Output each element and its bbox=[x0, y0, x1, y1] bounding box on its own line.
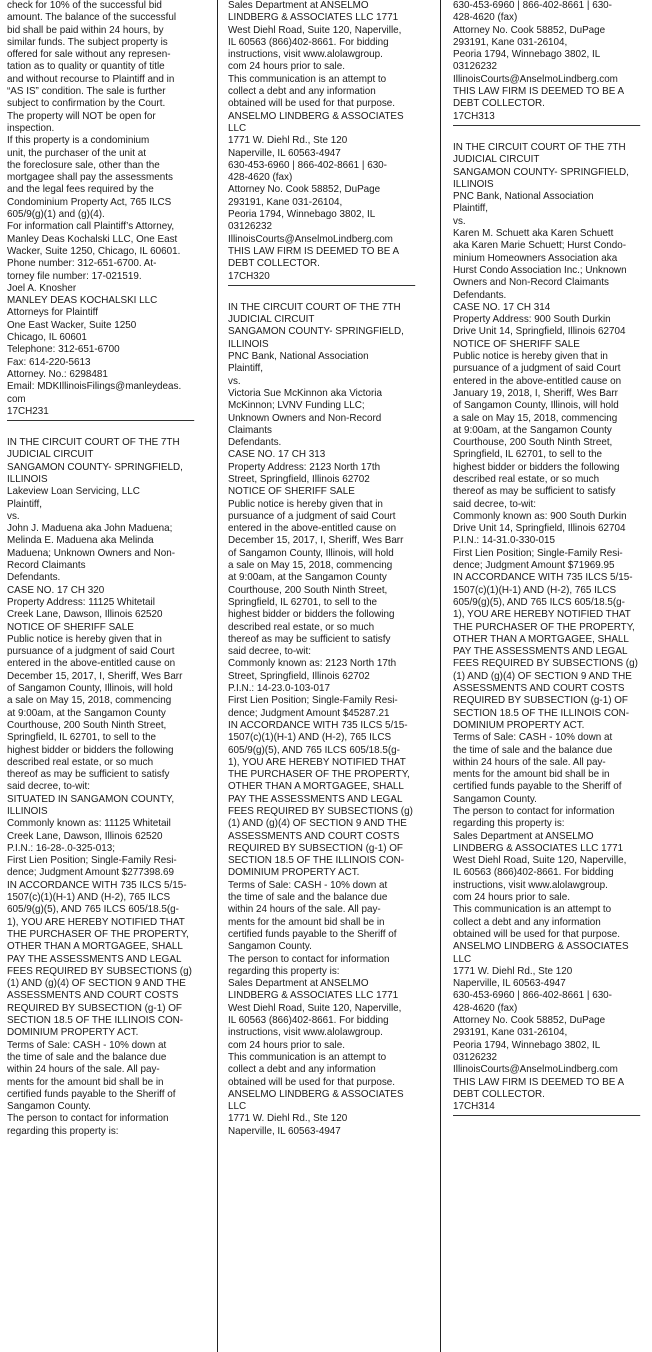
notice-text-line: of Sangamon County, Illinois, will hold bbox=[453, 400, 619, 412]
notice-text-line: West Diehl Road, Suite 120, Naperville, bbox=[453, 855, 627, 867]
notice-text-line: collect a debt and any information bbox=[228, 86, 376, 98]
notice-text-line: Peoria 1794, Winnebago 3802, IL bbox=[453, 49, 601, 61]
notice-text-line: Terms of Sale: CASH - 10% down at bbox=[228, 879, 388, 891]
notice-text-line: Plaintiff, bbox=[228, 363, 263, 375]
notice-text-line: Drive Unit 14, Springfield, Illinois 62704 bbox=[453, 326, 626, 338]
notice-text-line: SANGAMON COUNTY- SPRINGFIELD, bbox=[7, 461, 183, 473]
notice-text-line: described real estate, or so much bbox=[7, 756, 154, 768]
notice-text-line: thereof as may be sufficient to satisfy bbox=[228, 633, 391, 645]
notice-text-line: REQUIRED BY SUBSECTION (g-1) OF bbox=[7, 1002, 182, 1014]
notice-text-line: amount. The balance of the successful bbox=[7, 12, 177, 24]
notice-separator bbox=[453, 1115, 640, 1116]
notice-text-line: LLC bbox=[228, 1101, 247, 1113]
notice-text-line: Telephone: 312-651-6700 bbox=[7, 344, 120, 356]
notice-text-line: Melinda E. Maduena aka Melinda bbox=[7, 535, 154, 547]
notice-text-line: THE PURCHASER OF THE PROPERTY, bbox=[453, 621, 635, 633]
notice-text-line: Karen M. Schuett aka Karen Schuett bbox=[453, 228, 614, 240]
notice-text-line: P.I.N.: 16-28-.0-325-013; bbox=[7, 842, 116, 854]
notice-text-line: NOTICE OF SHERIFF SALE bbox=[228, 486, 355, 498]
notice-text-line: The person to contact for information bbox=[453, 806, 615, 817]
notice-text-line: aka Karen Marie Schuett; Hurst Condo- bbox=[453, 240, 627, 252]
notice-text-line: inspection. bbox=[7, 122, 55, 134]
notice-text-line: The person to contact for information bbox=[7, 1113, 169, 1125]
notice-text-line: com 24 hours prior to sale. bbox=[228, 61, 345, 73]
notice-text-line: entered in the above-entitled cause on bbox=[453, 375, 622, 387]
column-divider bbox=[440, 0, 441, 1352]
notice-text-line: Creek Lane, Dawson, Illinois 62520 bbox=[7, 830, 163, 842]
notice-text-line: First Lien Position; Single-Family Resi- bbox=[7, 855, 177, 867]
notice-text-line: 03126232 bbox=[453, 1051, 497, 1063]
notice-text-line: vs. bbox=[228, 375, 241, 387]
notice-text-line: JUDICIAL CIRCUIT bbox=[7, 449, 94, 461]
notice-text-line: pursuance of a judgment of said Court bbox=[228, 510, 396, 522]
notice-text-line: certified funds payable to the Sheriff of bbox=[453, 781, 622, 793]
notice-text-line: ments for the amount bid shall be in bbox=[7, 1076, 164, 1088]
notice-text-line: FEES REQUIRED BY SUBSECTIONS (g) bbox=[453, 658, 638, 670]
notice-text-line: 630-453-6960 | 866-402-8661 | 630- bbox=[453, 0, 612, 11]
notice-text-line: Public notice is hereby given that in bbox=[7, 633, 162, 645]
notice-text-line: ASSESSMENTS AND COURT COSTS bbox=[453, 683, 625, 695]
notice-text-line: pursuance of a judgment of said Court bbox=[7, 646, 175, 658]
notice-text-line: LINDBERG & ASSOCIATES LLC 1771 bbox=[228, 990, 399, 1002]
notice-text-line: Springfield, IL 62701, to sell to the bbox=[228, 596, 378, 608]
notice-text-line: highest bidder or bidders the following bbox=[453, 461, 620, 473]
notice-text-line: Courthouse, 200 South Ninth Street, bbox=[228, 584, 388, 596]
notice-text-line: IllinoisCourts@AnselmoLindberg.com bbox=[228, 233, 393, 245]
notice-text-line: The property will NOT be open for bbox=[7, 110, 156, 122]
notice-text-line: Maduena; Unknown Owners and Non- bbox=[7, 547, 176, 559]
notice-text-line: Peoria 1794, Winnebago 3802, IL bbox=[228, 209, 376, 221]
notice-text-line: DOMINIUM PROPERTY ACT. bbox=[228, 867, 360, 879]
notice-text-line: OTHER THAN A MORTGAGEE, SHALL bbox=[228, 781, 404, 793]
notice-text-line: IL 60563 (866)402-8661. For bidding bbox=[228, 1015, 389, 1027]
notice-text-line: Chicago, IL 60601 bbox=[7, 332, 87, 344]
notice-text-line: ILLINOIS bbox=[7, 806, 48, 817]
notice-text-line: Owners and Non-Record Claimants bbox=[453, 277, 609, 289]
notice-text-line: DEBT COLLECTOR. bbox=[453, 98, 545, 110]
notice-text-line: vs. bbox=[453, 215, 466, 227]
legal-notice bbox=[228, 302, 422, 1138]
notice-text-line: dence; Judgment Amount $71969.95 bbox=[453, 560, 615, 572]
notice-text-line: January 19, 2018, I, Sheriff, Wes Barr bbox=[453, 387, 618, 399]
notice-text-line: (1) AND (g)(4) OF SECTION 9 AND THE bbox=[228, 818, 407, 830]
notice-text-line: Public notice is hereby given that in bbox=[228, 498, 383, 510]
notice-text-line: IL 60563 (866)402-8661. For bidding bbox=[228, 36, 389, 48]
notice-text-line: Commonly known as: 2123 North 17th bbox=[228, 658, 397, 670]
notice-text-line: instructions, visit www.alolawgroup. bbox=[453, 879, 608, 891]
notice-text-line: JUDICIAL CIRCUIT bbox=[453, 154, 540, 166]
notice-text-line: ILLINOIS bbox=[7, 473, 48, 485]
notice-text-line: OTHER THAN A MORTGAGEE, SHALL bbox=[453, 633, 629, 645]
notice-text-line: Terms of Sale: CASH - 10% down at bbox=[453, 732, 613, 744]
notice-text-line: LINDBERG & ASSOCIATES LLC 1771 bbox=[228, 12, 399, 24]
notice-text-line: pursuance of a judgment of said Court bbox=[453, 363, 621, 375]
notice-text-line: 605/9(g)(5), AND 765 ILCS 605/18.5(g- bbox=[7, 904, 179, 916]
notice-text-line: check for 10% of the successful bid bbox=[7, 0, 162, 11]
notice-text-line: Phone number: 312-651-6700. At- bbox=[7, 258, 157, 270]
notice-text-line: unit, the purchaser of the unit at bbox=[7, 147, 146, 159]
notice-text-line: Sangamon County. bbox=[453, 793, 537, 805]
notice-text-line: This communication is an attempt to bbox=[228, 73, 387, 85]
notice-text-line: FEES REQUIRED BY SUBSECTIONS (g) bbox=[228, 806, 413, 817]
notice-text-line: CASE NO. 17 CH 314 bbox=[453, 301, 551, 313]
notice-text-line: NOTICE OF SHERIFF SALE bbox=[453, 338, 580, 350]
notice-text-line: 605/9(g)(1) and (g)(4). bbox=[7, 209, 105, 221]
notice-text-line: regarding this property is: bbox=[453, 818, 565, 830]
notice-text-line: Sangamon County. bbox=[228, 941, 312, 953]
notice-text-line: 1507(c)(1)(H-1) AND (H-2), 765 ILCS bbox=[7, 892, 171, 904]
notice-text-line: LINDBERG & ASSOCIATES LLC 1771 bbox=[453, 842, 624, 854]
notice-text-line: This communication is an attempt to bbox=[228, 1051, 387, 1063]
notice-text-line: 293191, Kane 031-26104, bbox=[228, 196, 343, 208]
notice-text-line: Springfield, IL 62701, to sell to the bbox=[7, 732, 157, 744]
notice-text-line: 630-453-6960 | 866-402-8661 | 630- bbox=[453, 990, 612, 1002]
notice-text-line: ASSESSMENTS AND COURT COSTS bbox=[228, 830, 400, 842]
notice-text-line: JUDICIAL CIRCUIT bbox=[228, 314, 315, 326]
notice-text-line: described real estate, or so much bbox=[453, 473, 600, 485]
notice-text-line: 1), YOU ARE HEREBY NOTIFIED THAT bbox=[453, 609, 631, 621]
notice-text-line: 1771 W. Diehl Rd., Ste 120 bbox=[453, 965, 573, 977]
notice-text-line: 1771 W. Diehl Rd., Ste 120 bbox=[228, 135, 348, 147]
notice-text-line: THE PURCHASER OF THE PROPERTY, bbox=[7, 928, 189, 940]
notice-text-line: December 15, 2017, I, Sheriff, Wes Barr bbox=[7, 670, 183, 682]
notice-text-line: Hurst Condo Association Inc.; Unknown bbox=[453, 264, 627, 276]
notice-text-line: Record Claimants bbox=[7, 560, 86, 572]
notice-text-line: West Diehl Road, Suite 120, Naperville, bbox=[228, 1002, 402, 1014]
notice-text-line: obtained will be used for that purpose. bbox=[228, 98, 396, 110]
notice-text-line: minium Homeowners Association aka bbox=[453, 252, 618, 264]
notice-text-line: mortgagee shall pay the assessments bbox=[7, 172, 173, 184]
notice-text-line: within 24 hours of the sale. All pay- bbox=[7, 1064, 160, 1076]
notice-text-line: CASE NO. 17 CH 313 bbox=[228, 449, 326, 461]
notice-text-line: Defendants. bbox=[7, 572, 61, 584]
notice-text-line: a sale on May 15, 2018, commencing bbox=[7, 695, 172, 707]
notice-text-line: Street, Springfield, Illinois 62702 bbox=[228, 473, 370, 485]
notice-text-line: of Sangamon County, Illinois, will hold bbox=[7, 683, 173, 695]
notice-text-line: December 15, 2017, I, Sheriff, Wes Barr bbox=[228, 535, 404, 547]
notice-text-line: thereof as may be sufficient to satisfy bbox=[453, 486, 616, 498]
notice-text-line: Attorney. No.: 6298481 bbox=[7, 368, 108, 380]
column-divider bbox=[217, 0, 218, 1352]
notice-text-line: Joel A. Knosher bbox=[7, 282, 77, 294]
notice-text-line: Attorney No. Cook 58852, DuPage bbox=[228, 184, 381, 196]
notice-text-line: Sales Department at ANSELMO bbox=[453, 830, 594, 842]
notice-text-line: PAY THE ASSESSMENTS AND LEGAL bbox=[7, 953, 182, 965]
notice-text-line: at 9:00am, at the Sangamon County bbox=[7, 707, 166, 719]
notice-text-line: ANSELMO LINDBERG & ASSOCIATES bbox=[228, 110, 404, 122]
notice-text-line: dence; Judgment Amount $45287.21 bbox=[228, 707, 390, 719]
notice-text-line: 630-453-6960 | 866-402-8661 | 630- bbox=[228, 159, 387, 171]
notice-text-line: 17CH314 bbox=[453, 1101, 495, 1113]
notice-text-line: collect a debt and any information bbox=[453, 916, 601, 928]
notice-separator bbox=[453, 125, 640, 126]
notice-text-line: the time of sale and the balance due bbox=[453, 744, 613, 756]
notice-text-line: 293191, Kane 031-26104, bbox=[453, 1027, 568, 1039]
notice-text-line: Defendants. bbox=[453, 289, 507, 301]
notice-text-line: John J. Maduena aka John Maduena; bbox=[7, 523, 173, 535]
notice-text-line: Sales Department at ANSELMO bbox=[228, 0, 369, 11]
notice-text-line: collect a debt and any information bbox=[228, 1064, 376, 1076]
notice-text-line: THIS LAW FIRM IS DEEMED TO BE A bbox=[453, 86, 625, 98]
notice-text-line: tation as to quality or quantity of title bbox=[7, 61, 165, 73]
notice-text-line: instructions, visit www.alolawgroup. bbox=[228, 49, 383, 61]
notice-text-line: IN THE CIRCUIT COURT OF THE 7TH bbox=[7, 437, 180, 449]
notice-text-line: Springfield, IL 62701, to sell to the bbox=[453, 449, 603, 461]
notice-text-line: 17CH231 bbox=[7, 405, 49, 417]
notice-text-line: McKinnon; LVNV Funding LLC; bbox=[228, 400, 365, 412]
notice-text-line: Attorney No. Cook 58852, DuPage bbox=[453, 24, 606, 36]
notice-text-line: 03126232 bbox=[228, 221, 272, 233]
notice-text-line: 605/9(g)(5), AND 765 ILCS 605/18.5(g- bbox=[228, 744, 400, 756]
notice-text-line: For information call Plaintiff’s Attorney, bbox=[7, 221, 175, 233]
notice-text-line: Attorney No. Cook 58852, DuPage bbox=[453, 1015, 606, 1027]
notice-text-line: offered for sale without any represen- bbox=[7, 49, 171, 61]
notice-text-line: SECTION 18.5 OF THE ILLINOIS CON- bbox=[453, 707, 630, 719]
notice-text-line: Terms of Sale: CASH - 10% down at bbox=[7, 1039, 167, 1051]
notice-text-line: Commonly known as: 900 South Durkin bbox=[453, 510, 627, 522]
notice-text-line: Courthouse, 200 South Ninth Street, bbox=[7, 719, 167, 731]
notice-text-line: Naperville, IL 60563-4947 bbox=[228, 1125, 341, 1137]
notice-text-line: IN THE CIRCUIT COURT OF THE 7TH bbox=[453, 141, 626, 153]
notice-text-line: similar funds. The subject property is bbox=[7, 36, 168, 48]
notice-text-line: First Lien Position; Single-Family Resi- bbox=[453, 547, 623, 559]
notice-text-line: obtained will be used for that purpose. bbox=[453, 928, 621, 940]
notice-text-line: 17CH320 bbox=[228, 270, 270, 282]
notice-text-line: THIS LAW FIRM IS DEEMED TO BE A bbox=[228, 245, 400, 257]
notice-text-line: 03126232 bbox=[453, 61, 497, 73]
notice-text-line: PAY THE ASSESSMENTS AND LEGAL bbox=[228, 793, 403, 805]
notice-text-line: 1771 W. Diehl Rd., Ste 120 bbox=[228, 1113, 348, 1125]
notice-text-line: Email: MDKIllinoisFilings@manleydeas. bbox=[7, 381, 182, 393]
notice-text-line: certified funds payable to the Sheriff of bbox=[228, 928, 397, 940]
notice-text-line: Property Address: 900 South Durkin bbox=[453, 314, 611, 326]
notice-text-line: com 24 hours prior to sale. bbox=[228, 1039, 345, 1051]
notice-text-line: LLC bbox=[228, 122, 247, 134]
notice-text-line: ments for the amount bid shall be in bbox=[453, 769, 610, 781]
notice-text-line: thereof as may be sufficient to satisfy bbox=[7, 769, 170, 781]
notice-text-line: Plaintiff, bbox=[7, 498, 42, 510]
notice-text-line: dence; Judgment Amount $277398.69 bbox=[7, 867, 175, 879]
legal-notice bbox=[453, 142, 647, 1113]
notice-text-line: 293191, Kane 031-26104, bbox=[453, 36, 568, 48]
notice-text-line: the foreclosure sale, other than the bbox=[7, 159, 160, 171]
notice-text-line: LLC bbox=[453, 953, 472, 965]
notice-text-line: highest bidder or bidders the following bbox=[228, 609, 395, 621]
notice-text-line: P.I.N.: 14-31.0-330-015 bbox=[453, 535, 556, 547]
notice-text-line: said decree, to-wit: bbox=[7, 781, 90, 793]
notice-text-line: West Diehl Road, Suite 120, Naperville, bbox=[228, 24, 402, 36]
notice-text-line: IllinoisCourts@AnselmoLindberg.com bbox=[453, 73, 618, 85]
notice-text-line: certified funds payable to the Sheriff of bbox=[7, 1088, 176, 1100]
notice-text-line: ments for the amount bid shall be in bbox=[228, 916, 385, 928]
notice-text-line: and the legal fees required by the bbox=[7, 184, 154, 196]
notice-text-line: 428-4620 (fax) bbox=[228, 172, 293, 184]
notice-text-line: SECTION 18.5 OF THE ILLINOIS CON- bbox=[7, 1015, 184, 1027]
notice-text-line: com bbox=[7, 393, 26, 405]
notice-text-line: said decree, to-wit: bbox=[453, 498, 536, 510]
notice-text-line: IllinoisCourts@AnselmoLindberg.com bbox=[453, 1064, 618, 1076]
notice-text-line: regarding this property is: bbox=[228, 965, 340, 977]
notice-text-line: Condominium Property Act, 765 ILCS bbox=[7, 196, 172, 208]
notice-text-line: 605/9(g)(5), AND 765 ILCS 605/18.5(g- bbox=[453, 596, 625, 608]
notice-text-line: IL 60563 (866)402-8661. For bidding bbox=[453, 867, 614, 879]
notice-text-line: Public notice is hereby given that in bbox=[453, 351, 608, 363]
notice-text-line: torney file number: 17-021519. bbox=[7, 270, 142, 282]
notice-text-line: THE PURCHASER OF THE PROPERTY, bbox=[228, 769, 410, 781]
notice-text-line: One East Wacker, Suite 1250 bbox=[7, 319, 137, 331]
legal-notice bbox=[453, 0, 647, 123]
notice-text-line: vs. bbox=[7, 510, 20, 522]
notice-text-line: instructions, visit www.alolawgroup. bbox=[228, 1027, 383, 1039]
notice-text-line: Victoria Sue McKinnon aka Victoria bbox=[228, 387, 382, 399]
notice-text-line: SANGAMON COUNTY- SPRINGFIELD, bbox=[228, 326, 404, 338]
notice-text-line: IN THE CIRCUIT COURT OF THE 7TH bbox=[228, 301, 401, 313]
legal-notice bbox=[7, 0, 201, 418]
notice-text-line: at 9:00am, at the Sangamon County bbox=[453, 424, 612, 436]
notice-text-line: SANGAMON COUNTY- SPRINGFIELD, bbox=[453, 166, 629, 178]
notice-text-line: REQUIRED BY SUBSECTION (g-1) OF bbox=[228, 842, 403, 854]
notice-text-line: ILLINOIS bbox=[228, 338, 269, 350]
notice-text-line: and without recourse to Plaintiff and in bbox=[7, 73, 175, 85]
notice-text-line: ANSELMO LINDBERG & ASSOCIATES bbox=[228, 1088, 404, 1100]
notice-text-line: highest bidder or bidders the following bbox=[7, 744, 174, 756]
notice-text-line: PNC Bank, National Association bbox=[453, 191, 594, 203]
notice-text-line: 428-4620 (fax) bbox=[453, 12, 518, 24]
notice-text-line: This communication is an attempt to bbox=[453, 904, 612, 916]
notice-text-line: ASSESSMENTS AND COURT COSTS bbox=[7, 990, 179, 1002]
notice-text-line: Sales Department at ANSELMO bbox=[228, 978, 369, 990]
notice-text-line: (1) AND (g)(4) OF SECTION 9 AND THE bbox=[453, 670, 632, 682]
notice-separator bbox=[7, 420, 194, 421]
notice-text-line: Peoria 1794, Winnebago 3802, IL bbox=[453, 1039, 601, 1051]
notice-text-line: described real estate, or so much bbox=[228, 621, 375, 633]
notice-separator bbox=[228, 285, 415, 286]
notice-text-line: regarding this property is: bbox=[7, 1125, 119, 1137]
notice-text-line: P.I.N.: 14-23.0-103-017 bbox=[228, 683, 331, 695]
notice-text-line: Claimants bbox=[228, 424, 272, 436]
notice-text-line: IN ACCORDANCE WITH 735 ILCS 5/15- bbox=[228, 719, 408, 731]
notice-text-line: Drive Unit 14, Springfield, Illinois 62704 bbox=[453, 523, 626, 535]
notice-text-line: OTHER THAN A MORTGAGEE, SHALL bbox=[7, 941, 183, 953]
notice-text-line: “AS IS” condition. The sale is further bbox=[7, 86, 166, 98]
notice-text-line: 1), YOU ARE HEREBY NOTIFIED THAT bbox=[228, 756, 406, 768]
column-3 bbox=[453, 0, 647, 1132]
notice-text-line: (1) AND (g)(4) OF SECTION 9 AND THE bbox=[7, 978, 186, 990]
notice-text-line: DOMINIUM PROPERTY ACT. bbox=[7, 1027, 139, 1039]
notice-text-line: the time of sale and the balance due bbox=[228, 892, 388, 904]
notice-text-line: Property Address: 2123 North 17th bbox=[228, 461, 381, 473]
notice-text-line: REQUIRED BY SUBSECTION (g-1) OF bbox=[453, 695, 628, 707]
notice-text-line: Unknown Owners and Non-Record bbox=[228, 412, 382, 424]
notice-text-line: PAY THE ASSESSMENTS AND LEGAL bbox=[453, 646, 628, 658]
notice-text-line: within 24 hours of the sale. All pay- bbox=[453, 756, 606, 768]
notice-text-line: entered in the above-entitled cause on bbox=[7, 658, 176, 670]
notice-text-line: Wacker, Suite 1250, Chicago, IL 60601. bbox=[7, 245, 181, 257]
notice-text-line: subject to confirmation by the Court. bbox=[7, 98, 166, 110]
notice-text-line: 1), YOU ARE HEREBY NOTIFIED THAT bbox=[7, 916, 185, 928]
notice-text-line: NOTICE OF SHERIFF SALE bbox=[7, 621, 134, 633]
notice-text-line: Property Address: 11125 Whitetail bbox=[7, 596, 155, 608]
notice-text-line: entered in the above-entitled cause on bbox=[228, 523, 397, 535]
notice-text-line: SITUATED IN SANGAMON COUNTY, bbox=[7, 793, 175, 805]
notice-text-line: MANLEY DEAS KOCHALSKI LLC bbox=[7, 295, 158, 307]
notice-text-line: 428-4620 (fax) bbox=[453, 1002, 518, 1014]
notice-text-line: Sangamon County. bbox=[7, 1101, 91, 1113]
notice-text-line: Manley Deas Kochalski LLC, One East bbox=[7, 233, 178, 245]
notice-text-line: DEBT COLLECTOR. bbox=[228, 258, 320, 270]
legal-notice bbox=[228, 0, 422, 283]
notice-text-line: of Sangamon County, Illinois, will hold bbox=[228, 547, 394, 559]
notice-text-line: FEES REQUIRED BY SUBSECTIONS (g) bbox=[7, 965, 192, 977]
notice-text-line: Courthouse, 200 South Ninth Street, bbox=[453, 437, 613, 449]
notice-text-line: Lakeview Loan Servicing, LLC bbox=[7, 486, 140, 498]
notice-text-line: Naperville, IL 60563-4947 bbox=[228, 147, 341, 159]
notice-text-line: obtained will be used for that purpose. bbox=[228, 1076, 396, 1088]
column-1 bbox=[7, 0, 201, 1138]
notice-text-line: ANSELMO LINDBERG & ASSOCIATES bbox=[453, 941, 629, 953]
notice-text-line: a sale on May 15, 2018, commencing bbox=[228, 560, 393, 572]
notice-text-line: ILLINOIS bbox=[453, 178, 494, 190]
notice-text-line: the time of sale and the balance due bbox=[7, 1051, 167, 1063]
legal-notice bbox=[7, 437, 201, 1138]
notice-text-line: Plaintiff, bbox=[453, 203, 488, 215]
notice-text-line: 1507(c)(1)(H-1) AND (H-2), 765 ILCS bbox=[228, 732, 392, 744]
notice-text-line: 1507(c)(1)(H-1) AND (H-2), 765 ILCS bbox=[453, 584, 617, 596]
notice-text-line: The person to contact for information bbox=[228, 953, 390, 965]
notice-text-line: DEBT COLLECTOR. bbox=[453, 1088, 545, 1100]
notice-text-line: Attorneys for Plaintiff bbox=[7, 307, 98, 319]
notice-text-line: Street, Springfield, Illinois 62702 bbox=[228, 670, 370, 682]
notice-text-line: Commonly known as: 11125 Whitetail bbox=[7, 818, 171, 830]
notice-text-line: SECTION 18.5 OF THE ILLINOIS CON- bbox=[228, 855, 405, 867]
notice-text-line: CASE NO. 17 CH 320 bbox=[7, 584, 105, 596]
column-2 bbox=[228, 0, 422, 1138]
notice-text-line: First Lien Position; Single-Family Resi- bbox=[228, 695, 398, 707]
notice-text-line: DOMINIUM PROPERTY ACT. bbox=[453, 719, 585, 731]
notice-text-line: said decree, to-wit: bbox=[228, 646, 311, 658]
notice-text-line: Fax: 614-220-5613 bbox=[7, 356, 91, 368]
notice-text-line: bid shall be paid within 24 hours, by bbox=[7, 24, 164, 36]
notice-text-line: at 9:00am, at the Sangamon County bbox=[228, 572, 387, 584]
notice-text-line: IN ACCORDANCE WITH 735 ILCS 5/15- bbox=[453, 572, 633, 584]
notice-text-line: Defendants. bbox=[228, 437, 282, 449]
notice-text-line: PNC Bank, National Association bbox=[228, 351, 369, 363]
notice-text-line: 17CH313 bbox=[453, 110, 495, 122]
notice-text-line: Naperville, IL 60563-4947 bbox=[453, 978, 566, 990]
notice-text-line: a sale on May 15, 2018, commencing bbox=[453, 412, 618, 424]
notice-text-line: THIS LAW FIRM IS DEEMED TO BE A bbox=[453, 1076, 625, 1088]
notice-text-line: within 24 hours of the sale. All pay- bbox=[228, 904, 381, 916]
notice-text-line: com 24 hours prior to sale. bbox=[453, 892, 570, 904]
notice-text-line: If this property is a condominium bbox=[7, 135, 150, 147]
notice-text-line: Creek Lane, Dawson, Illinois 62520 bbox=[7, 609, 163, 621]
notice-text-line: IN ACCORDANCE WITH 735 ILCS 5/15- bbox=[7, 879, 187, 891]
